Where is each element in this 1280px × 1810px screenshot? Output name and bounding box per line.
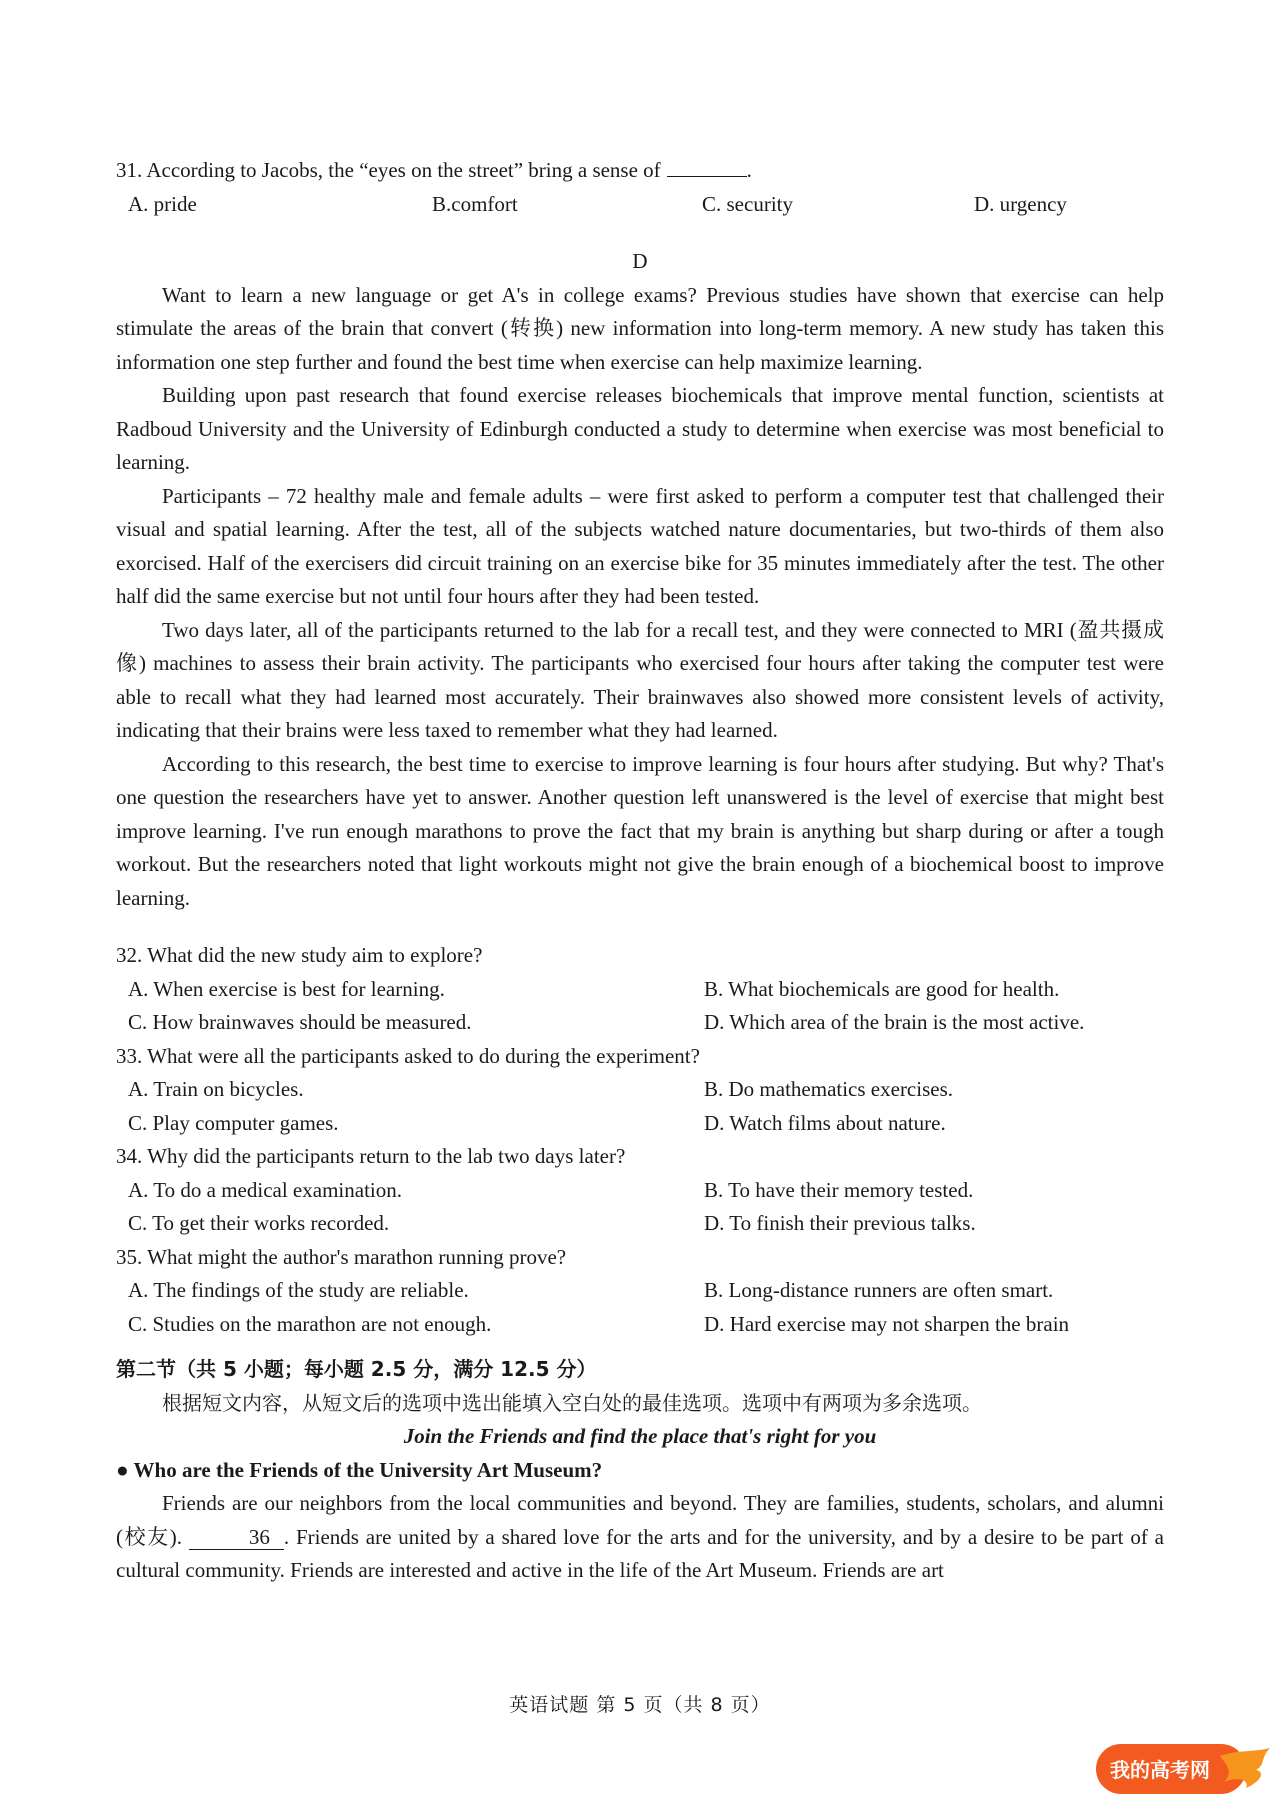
page-footer: 英语试题 第 5 页（共 8 页） xyxy=(509,1694,771,1716)
passage-paragraph: Two days later, all of the participants returned to the lab for a recall test, and they were connected to MRI (盈共摄成像) machines to assess their brain activity. The participants who exercised four hours after taking the computer test were able to recall what they had learned most accurately. Their brainwaves also showed more consistent levels of activity, indicating that their brains were less taxed to remember what they had learned. xyxy=(116,617,1164,742)
watermark-text: 我的高考网 xyxy=(1110,1758,1210,1782)
option-d: D. urgency xyxy=(974,191,1067,216)
option-c: C. security xyxy=(702,191,793,216)
option-b: B. Long-distance runners are often smart. xyxy=(704,1278,1054,1302)
option-d: D. Which area of the brain is the most active. xyxy=(704,1010,1085,1034)
option-a: A. The findings of the study are reliable. xyxy=(128,1278,469,1302)
option-row xyxy=(116,973,1164,1007)
blank-36: 36 xyxy=(189,1525,284,1550)
option-row xyxy=(116,1308,1164,1342)
option-d: D. Watch films about nature. xyxy=(704,1110,946,1135)
flame-icon xyxy=(1216,1748,1272,1790)
question-33 xyxy=(116,1040,1164,1141)
option-a: A. pride xyxy=(128,191,197,216)
option-c: C. How brainwaves should be measured. xyxy=(128,1010,472,1034)
option-row xyxy=(116,1073,1164,1107)
option-row xyxy=(116,1274,1164,1308)
passage-paragraph xyxy=(116,1487,1164,1588)
option-d: D. To finish their previous talks. xyxy=(704,1211,976,1235)
option-row xyxy=(116,1006,1164,1040)
passage-paragraph: Want to learn a new language or get A's in college exams? Previous studies have shown that exercise can help stimulate the areas of the brain that convert (转换) new information into long-term memory. A new study has taken this information one step further and found the best time when exercise can help maximize learning. xyxy=(116,282,1164,374)
question-stem: 34. Why did the participants return to the lab two days later? xyxy=(116,1144,626,1168)
question-31-options xyxy=(116,188,1164,222)
question-34 xyxy=(116,1140,1164,1241)
question-stem: 32. What did the new study aim to explore? xyxy=(116,943,483,967)
option-c: C. Play computer games. xyxy=(128,1110,339,1135)
section-instruction: 根据短文内容，从短文后的选项中选出能填入空白处的最佳选项。选项中有两项为多余选项。 xyxy=(162,1390,982,1415)
paragraph-end: . Friends are united by a shared love for the arts and for the university, and by a desire to be part of a cultural community. Friends are interested and active in the life of the Art Museum. Friends are art xyxy=(116,1524,1165,1582)
option-b: B. Do mathematics exercises. xyxy=(704,1077,954,1101)
option-b: B. To have their memory tested. xyxy=(704,1177,974,1202)
paragraph-start: Friends are our neighbors from the local communities and beyond. They are families, students, scholars, and alumni (校友). xyxy=(116,1491,1164,1549)
question-31-stem: 31. According to Jacobs, the “eyes on the street” bring a sense of xyxy=(116,158,661,182)
option-a: A. Train on bicycles. xyxy=(128,1077,304,1101)
question-stem: 33. What were all the participants asked to do during the experiment? xyxy=(116,1043,700,1068)
spacer xyxy=(116,221,1164,245)
passage-title: Join the Friends and find the place that's right for you xyxy=(403,1424,877,1448)
option-c: C. To get their works recorded. xyxy=(128,1211,390,1235)
option-row xyxy=(116,1207,1164,1241)
watermark-logo xyxy=(1096,1744,1272,1794)
question-35 xyxy=(116,1241,1164,1342)
passage-paragraph: According to this research, the best time to exercise to improve learning is four hours after studying. But why? That's one question the researchers have yet to answer. Another question left unanswered is the level of exercise that might best improve learning. I've run enough marathons to prove the fact that my brain is anything but sharp during or after a tough workout. But the researchers noted that light workouts might not give the brain enough of a biochemical boost to improve learning. xyxy=(116,751,1164,910)
option-a: A. To do a medical examination. xyxy=(128,1177,402,1202)
passage-paragraph: Building upon past research that found exercise releases biochemicals that improve mental function, scientists at Radboud University and the University of Edinburgh conducted a study to determine when exercise was most beneficial to learning. xyxy=(116,383,1164,474)
option-c: C. Studies on the marathon are not enough. xyxy=(128,1311,492,1336)
question-stem: 35. What might the author's marathon running prove? xyxy=(116,1244,567,1269)
option-b: B.comfort xyxy=(432,191,518,216)
option-row xyxy=(116,1107,1164,1141)
answer-blank xyxy=(667,156,747,177)
question-31 xyxy=(116,154,1164,188)
page-content xyxy=(116,154,1164,1588)
section-title: 第二节（共 5 小题；每小题 2.5 分，满分 12.5 分） xyxy=(116,1357,597,1381)
passage-paragraph: Participants – 72 healthy male and female adults – were first asked to perform a computer test that challenged their visual and spatial learning. After the test, all of the subjects watched nature documentaries, but two-thirds of them also exorcised. Half of the exercisers did circuit training on an exercise bike for 35 minutes immediately after the test. The other half did the same exercise but not until four hours after they had been tested. xyxy=(116,483,1164,608)
spacer xyxy=(116,915,1164,939)
option-a: A. When exercise is best for learning. xyxy=(128,976,445,1001)
option-d: D. Hard exercise may not sharpen the brain xyxy=(704,1311,1070,1336)
option-row xyxy=(116,1174,1164,1208)
question-31-stem-end: . xyxy=(746,158,752,182)
question-32 xyxy=(116,939,1164,1040)
passage-label: D xyxy=(632,249,648,273)
option-b: B. What biochemicals are good for health. xyxy=(704,976,1060,1001)
passage-heading: ● Who are the Friends of the University Art Museum? xyxy=(116,1457,603,1482)
